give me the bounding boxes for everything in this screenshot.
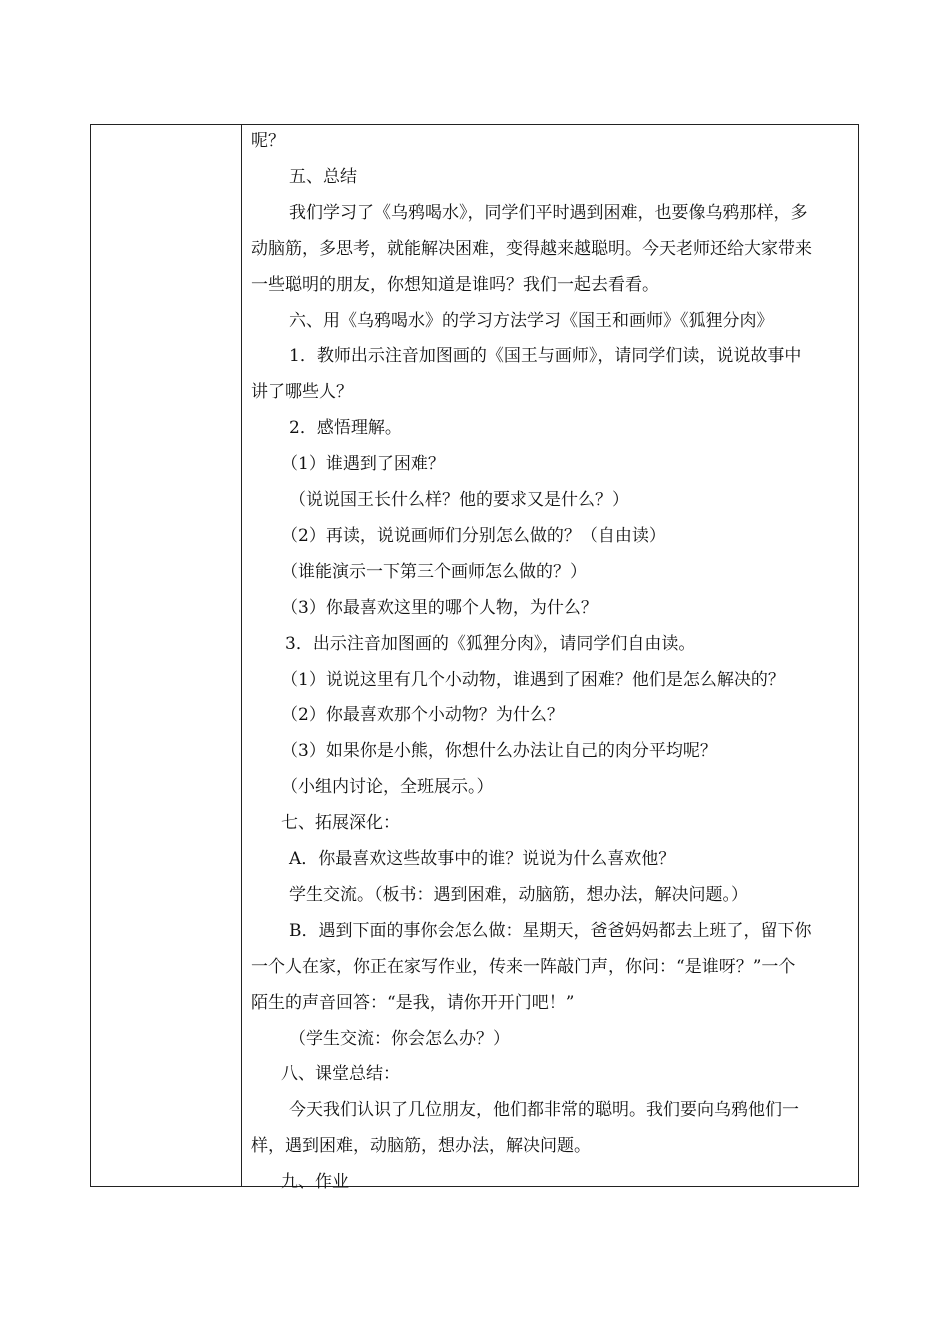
text-line: 2．感悟理解。 xyxy=(289,418,402,438)
text-line: 七、拓展深化： xyxy=(281,813,400,833)
text-line: （小组内讨论，全班展示。） xyxy=(281,777,494,797)
text-line: （谁能演示一下第三个画师怎么做的？） xyxy=(281,562,587,582)
text-line: 八、课堂总结： xyxy=(281,1064,400,1084)
text-line: （1）谁遇到了困难？ xyxy=(281,454,445,474)
text-line: 五、总结 xyxy=(289,167,357,187)
text-line: 一些聪明的朋友，你想知道是谁吗？我们一起去看看。 xyxy=(251,275,659,295)
text-line: B．遇到下面的事你会怎么做：星期天，爸爸妈妈都去上班了，留下你 xyxy=(289,921,812,941)
text-line: （说说国王长什么样？他的要求又是什么？） xyxy=(289,490,629,510)
text-line: 样，遇到困难，动脑筋，想办法，解决问题。 xyxy=(251,1136,591,1156)
text-line: （3）如果你是小熊，你想什么办法让自己的肉分平均呢？ xyxy=(281,741,717,761)
text-line: 3．出示注音加图画的《狐狸分肉》，请同学们自由读。 xyxy=(285,634,696,654)
text-line: （1）说说这里有几个小动物，谁遇到了困难？他们是怎么解决的？ xyxy=(281,670,785,690)
text-line: 今天我们认识了几位朋友，他们都非常的聪明。我们要向乌鸦他们一 xyxy=(289,1100,799,1120)
text-line: （2）你最喜欢那个小动物？为什么？ xyxy=(281,705,564,725)
text-line: （学生交流：你会怎么办？） xyxy=(289,1029,510,1049)
text-line: 呢？ xyxy=(251,131,285,151)
left-label-cell xyxy=(91,125,241,1186)
text-line: 陌生的声音回答：“是我，请你开开门吧！” xyxy=(251,993,575,1013)
lesson-plan-table xyxy=(90,124,859,1192)
text-line: 学生交流。（板书：遇到困难，动脑筋，想办法，解决问题。） xyxy=(289,885,748,905)
text-line: 九、作业 xyxy=(281,1172,349,1192)
text-line: 一个人在家，你正在家写作业，传来一阵敲门声，你问：“是谁呀？”一个 xyxy=(251,957,796,977)
text-line: 1．教师出示注音加图画的《国王与画师》，请同学们读，说说故事中 xyxy=(289,346,802,366)
column-divider xyxy=(241,125,242,1186)
text-line: 动脑筋，多思考，就能解决困难，变得越来越聪明。今天老师还给大家带来 xyxy=(251,239,812,259)
text-line: 讲了哪些人？ xyxy=(251,382,353,402)
text-line: （3）你最喜欢这里的哪个人物，为什么？ xyxy=(281,598,598,618)
text-line: （2）再读，说说画师们分别怎么做的？（自由读） xyxy=(281,526,666,546)
text-line: A．你最喜欢这些故事中的谁？说说为什么喜欢他？ xyxy=(289,849,676,869)
text-line: 我们学习了《乌鸦喝水》，同学们平时遇到困难，也要像乌鸦那样，多 xyxy=(289,203,808,223)
text-line: 六、用《乌鸦喝水》的学习方法学习《国王和画师》《狐狸分肉》 xyxy=(289,311,774,331)
